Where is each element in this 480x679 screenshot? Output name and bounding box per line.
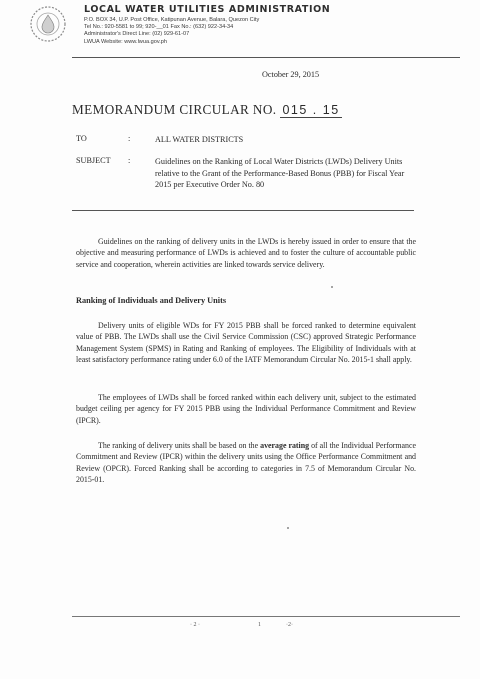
paragraph-employees — [76, 392, 416, 426]
memo-number: 015 . 15 — [282, 103, 340, 117]
paragraph-ranking — [76, 440, 416, 486]
subject-value: Guidelines on the Ranking of Local Water Districts (LWDs) Delivery Units relative to the Grant of the Performance-Based Bonus (PBB) for Fiscal Year 2015 per Executive Order No. 80 — [155, 157, 405, 190]
scan-speck — [287, 527, 289, 529]
memo-date: October 29, 2015 — [262, 70, 320, 79]
to-label: TO — [76, 134, 87, 143]
to-colon: : — [128, 134, 131, 143]
letterhead — [84, 4, 384, 46]
letterhead-website: LWUA Website: www.lwua.gov.ph — [84, 38, 168, 45]
footer-mark-right: ·2· — [286, 622, 293, 628]
subject-divider — [72, 210, 414, 211]
paragraph-1-text: Delivery units of eligible WDs for FY 2015 PBB shall be forced ranked to determine equivalent value of PBB. The LWDs shall use the Civil Service Commission (CSC) approved Strategic Performance Management System (SPMS) in Rating and Ranking of employees. The Eligibility of Individuals with at least satisfactory performance rating under 6.0 of the IATF Memorandum Circular No. 2015-1 shall apply. — [76, 321, 416, 365]
to-value: ALL WATER DISTRICTS — [155, 135, 244, 144]
scan-speck — [331, 286, 333, 288]
footer-mark-middle: 1 — [258, 622, 261, 628]
paragraph-2-text: The employees of LWDs shall be forced ranked within each delivery unit, subject to the estimated budget ceiling per agency for FY 2015 PBB using the Individual Performance Commitment and Review (IPCR). — [76, 393, 416, 425]
footer-divider — [72, 616, 460, 617]
subject-colon: : — [128, 156, 131, 165]
footer-mark-left: · 2 · — [190, 622, 200, 628]
paragraph-delivery-units — [76, 320, 416, 366]
letterhead-divider — [72, 57, 460, 58]
lwua-seal-icon — [28, 4, 68, 44]
organization-name: LOCAL WATER UTILITIES ADMINISTRATION — [84, 4, 331, 15]
letterhead-admin-line: Administrator's Direct Line: (02) 929-61-07 — [84, 31, 190, 38]
memo-title-text: MEMORANDUM CIRCULAR NO. — [72, 102, 277, 117]
average-rating-emphasis: average rating — [260, 441, 310, 450]
intro-text: Guidelines on the ranking of delivery units in the LWDs is hereby issued in order to ensure that the objective and measuring performance of LWDs is achieved and to foster the culture of accountable public service and cooperation, wherein activities are linked towards service delivery. — [76, 237, 416, 269]
letterhead-address: P.O. BOX 34, U.P. Post Office, Katipunan Avenue, Balara, Quezon City — [84, 17, 260, 23]
section-heading: Ranking of Individuals and Delivery Units — [76, 296, 227, 305]
subject-label: SUBJECT — [76, 156, 111, 165]
letterhead-telephone: Tel No.: 920-5581 to 99; 920-__01 Fax No.: (632) 922-34-34 — [84, 24, 234, 31]
intro-paragraph — [76, 236, 416, 270]
memo-title — [72, 102, 342, 118]
paragraph-3-text: The ranking of delivery units shall be based on the average rating of all the Individual Performance Commitment and Review (IPCR) within the delivery units using the Office Performance Commitment and Review (OPCR). Forced Ranking shall be according to categories in 7.5 of Memorandum Circular No. 2015-01. — [76, 441, 416, 485]
